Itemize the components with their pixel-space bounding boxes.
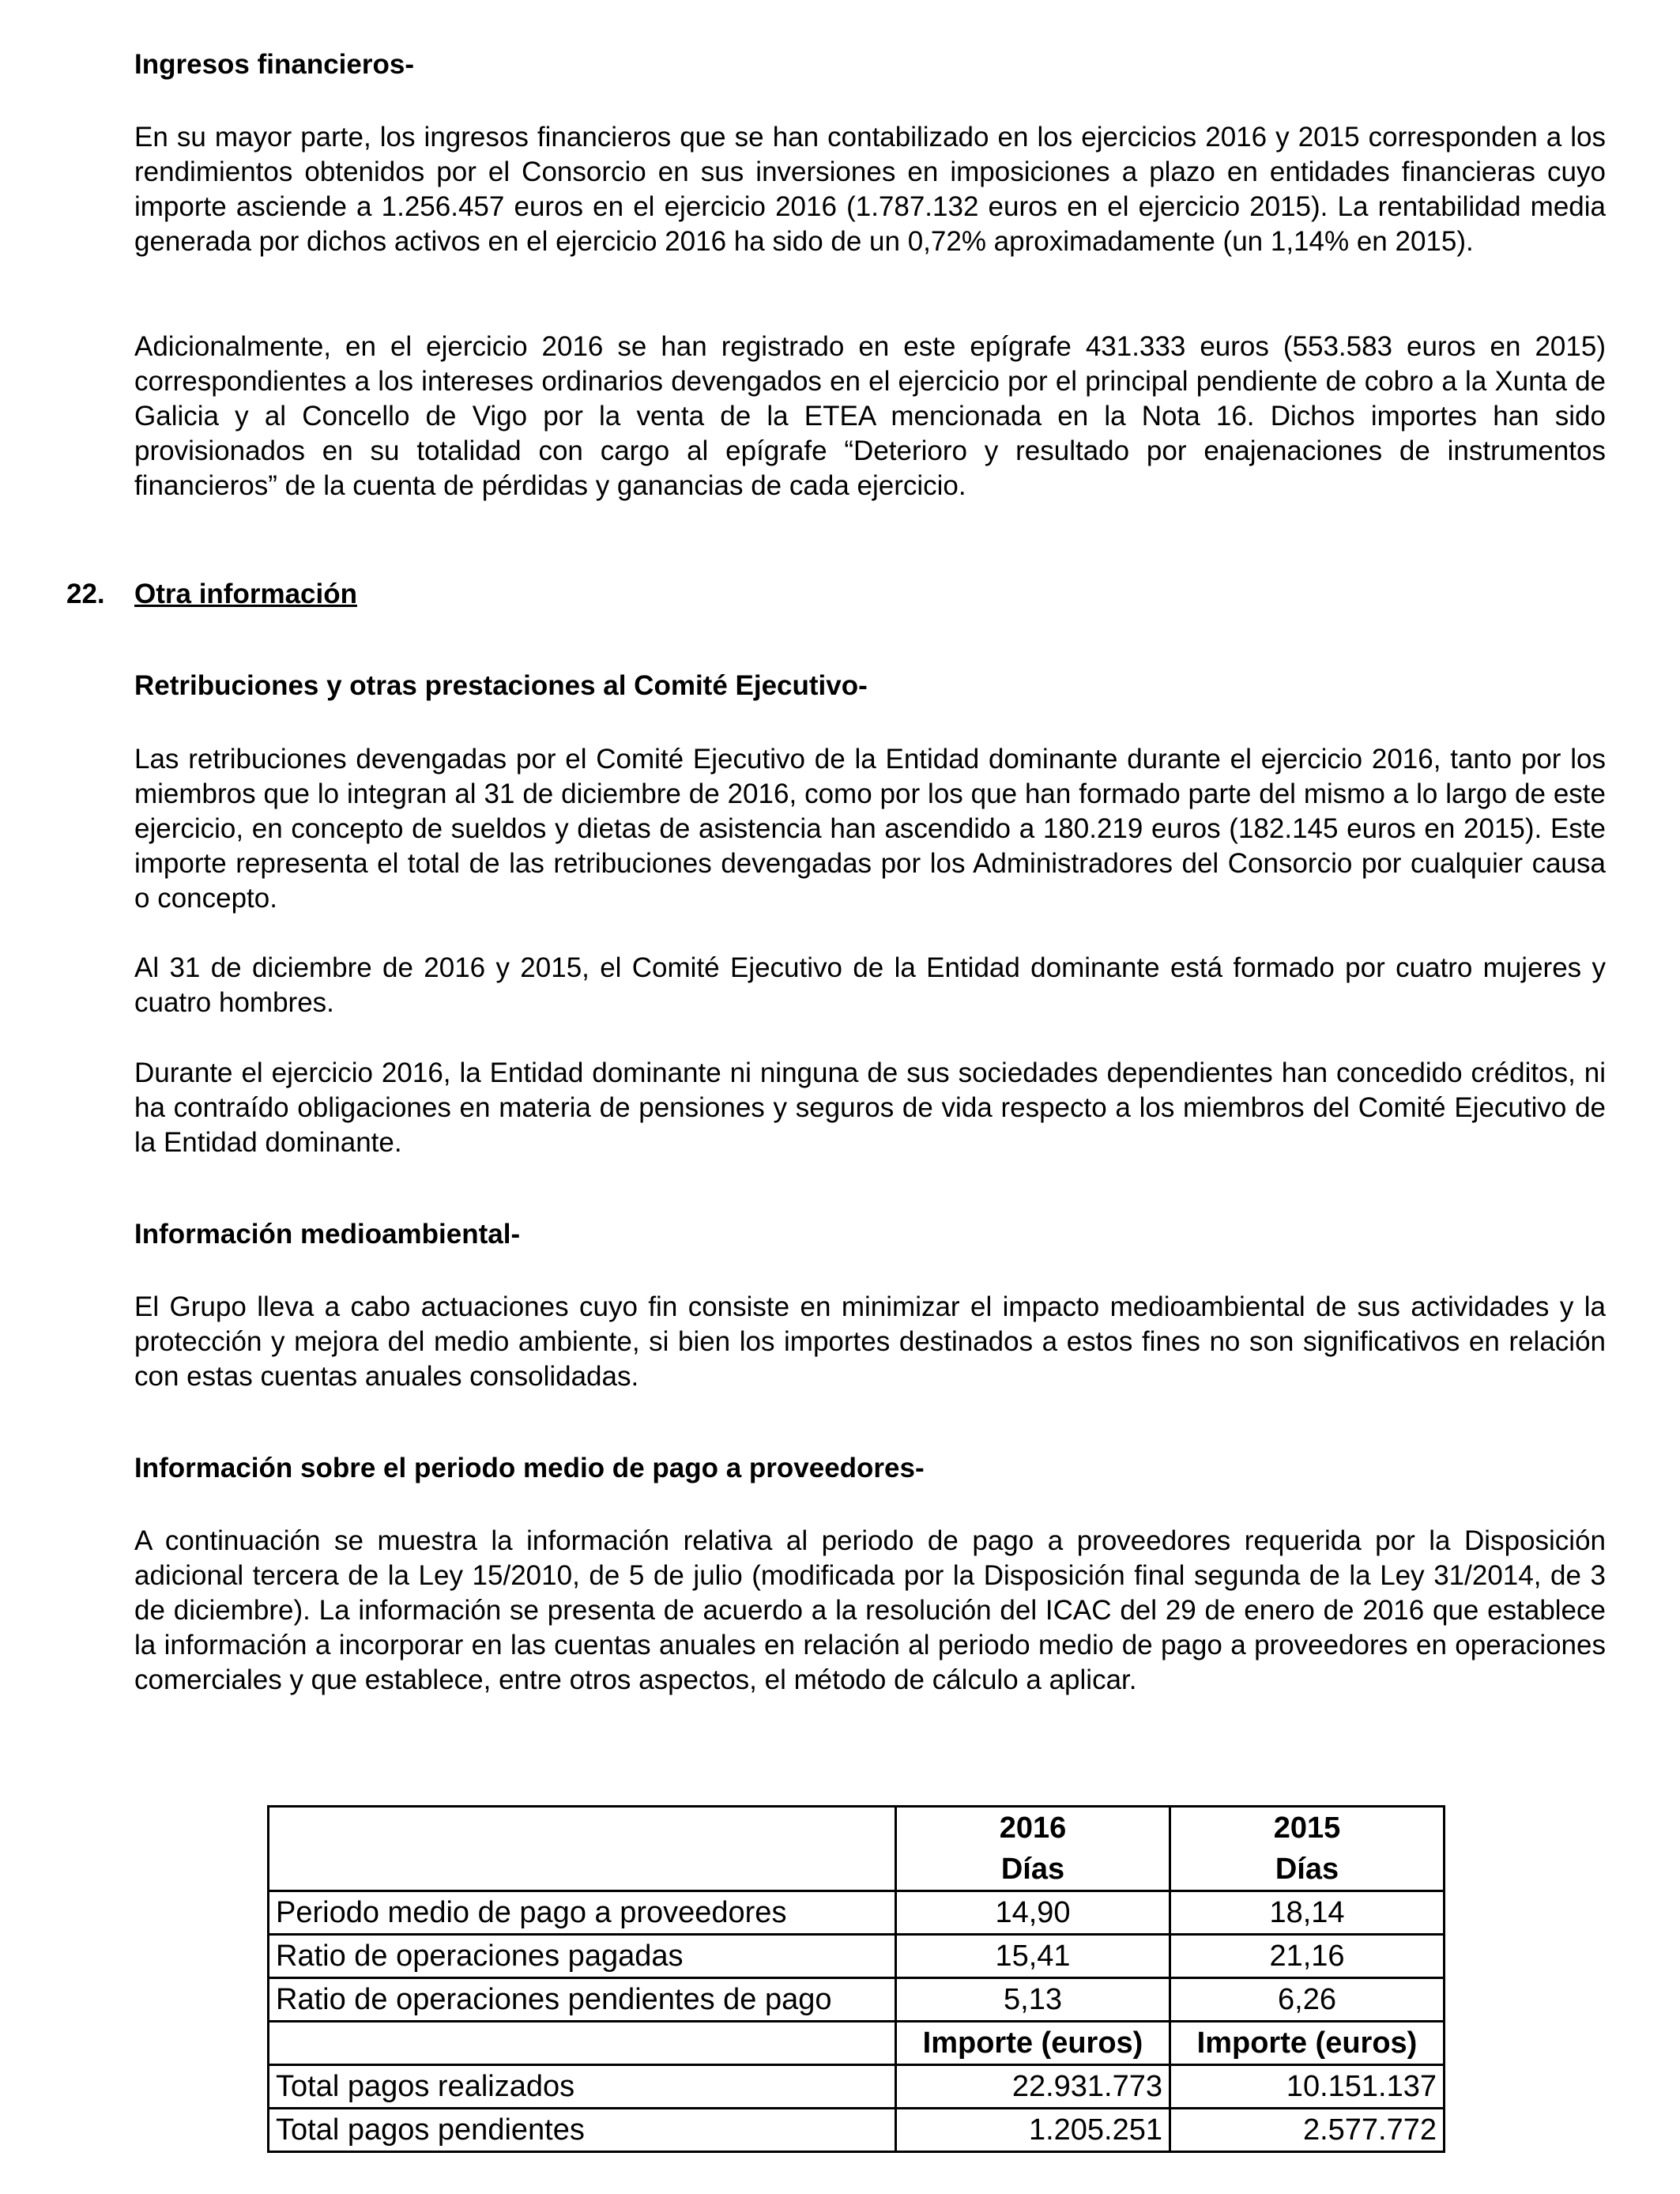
- cell-2015: 21,16: [1170, 1935, 1445, 1978]
- payment-period-table: [267, 1805, 1445, 2153]
- cell-2016: 15,41: [896, 1935, 1170, 1978]
- table-row: [269, 2109, 1445, 2152]
- paragraph-ingresos-2: Adicionalmente, en el ejercicio 2016 se han registrado en este epígrafe 431.333 euros (553.583 euros en 2015) correspondientes a los intereses ordinarios devengados en el ejercicio por el principal pendiente de cobro a la Xunta de Galicia y al Concello de Vigo por la venta de la ETEA mencionada en la Nota 16. Dichos importes han sido provisionados en su totalidad con cargo al epígrafe “Deterioro y resultado por enajenaciones de instrumentos financieros” de la cuenta de pérdidas y ganancias de cada ejercicio.: [134, 331, 1606, 501]
- heading-retribuciones: Retribuciones y otras prestaciones al Comité Ejecutivo-: [134, 670, 868, 701]
- row-label: Total pagos realizados: [269, 2065, 896, 2109]
- table-row: [269, 2065, 1445, 2109]
- row-label: Ratio de operaciones pagadas: [269, 1935, 896, 1978]
- cell-2015: 18,14: [1170, 1891, 1445, 1935]
- table-header-row-years: [269, 1807, 1445, 1849]
- table-header-unit-days-2015: Días: [1170, 1849, 1445, 1891]
- table-header-unit-amount-2015: Importe (euros): [1170, 2022, 1445, 2065]
- table-header-year-2016: 2016: [896, 1807, 1170, 1849]
- paragraph-medioambiental: El Grupo lleva a cabo actuaciones cuyo fin consiste en minimizar el impacto medioambiental de sus actividades y la protección y mejora del medio ambiente, si bien los importes destinados a estos fines no son significativos en relación con estas cuentas anuales consolidadas.: [134, 1291, 1606, 1392]
- section-number: 22.: [66, 579, 105, 609]
- table-header-empty: [269, 2022, 896, 2065]
- table-header-unit-amount-2016: Importe (euros): [896, 2022, 1170, 2065]
- cell-2015: 6,26: [1170, 1978, 1445, 2022]
- paragraph-retribuciones-2: Al 31 de diciembre de 2016 y 2015, el Comité Ejecutivo de la Entidad dominante está formado por cuatro mujeres y cuatro hombres.: [134, 952, 1606, 1018]
- table-header-row-units: [269, 1849, 1445, 1891]
- cell-2016: 22.931.773: [896, 2065, 1170, 2109]
- row-label: Total pagos pendientes: [269, 2109, 896, 2152]
- table-row: [269, 1978, 1445, 2022]
- table-row: [269, 1935, 1445, 1978]
- row-label: Ratio de operaciones pendientes de pago: [269, 1978, 896, 2022]
- table-header-empty: [269, 1849, 896, 1891]
- cell-2016: 14,90: [896, 1891, 1170, 1935]
- paragraph-retribuciones-3: Durante el ejercicio 2016, la Entidad dominante ni ninguna de sus sociedades dependientes han concedido créditos, ni ha contraído obligaciones en materia de pensiones y seguros de vida respecto a los miembros del Comité Ejecutivo de la Entidad dominante.: [134, 1057, 1606, 1158]
- cell-2016: 1.205.251: [896, 2109, 1170, 2152]
- table-header-row-amount: [269, 2022, 1445, 2065]
- row-label: Periodo medio de pago a proveedores: [269, 1891, 896, 1935]
- paragraph-pago-proveedores: A continuación se muestra la información relativa al periodo de pago a proveedores requerida por la Disposición adicional tercera de la Ley 15/2010, de 5 de julio (modificada por la Disposición final segunda de la Ley 31/2014, de 3 de diciembre). La información se presenta de acuerdo a la resolución del ICAC del 29 de enero de 2016 que establece la información a incorporar en las cuentas anuales en relación al periodo medio de pago a proveedores en operaciones comerciales y que establece, entre otros aspectos, el método de cálculo a aplicar.: [134, 1525, 1606, 1695]
- heading-medioambiental: Información medioambiental-: [134, 1219, 521, 1250]
- cell-2016: 5,13: [896, 1978, 1170, 2022]
- table-row: [269, 1891, 1445, 1935]
- heading-ingresos-financieros: Ingresos financieros-: [134, 49, 414, 80]
- heading-pago-proveedores: Información sobre el periodo medio de pago a proveedores-: [134, 1453, 925, 1483]
- paragraph-retribuciones-1: Las retribuciones devengadas por el Comité Ejecutivo de la Entidad dominante durante el ejercicio 2016, tanto por los miembros que lo integran al 31 de diciembre de 2016, como por los que han formado parte del mismo a lo largo de este ejercicio, en concepto de sueldos y dietas de asistencia han ascendido a 180.219 euros (182.145 euros en 2015). Este importe representa el total de las retribuciones devengadas por los Administradores del Consorcio por cualquier causa o concepto.: [134, 744, 1606, 914]
- table-header-empty: [269, 1807, 896, 1849]
- cell-2015: 10.151.137: [1170, 2065, 1445, 2109]
- section-title: Otra información: [134, 579, 357, 609]
- table-header-unit-days-2016: Días: [896, 1849, 1170, 1891]
- paragraph-ingresos-1: En su mayor parte, los ingresos financieros que se han contabilizado en los ejercicios 2016 y 2015 corresponden a los rendimientos obtenidos por el Consorcio en sus inversiones en imposiciones a plazo en entidades financieras cuyo importe asciende a 1.256.457 euros en el ejercicio 2016 (1.787.132 euros en el ejercicio 2015). La rentabilidad media generada por dichos activos en el ejercicio 2016 ha sido de un 0,72% aproximadamente (un 1,14% en 2015).: [134, 122, 1606, 257]
- section-heading: [66, 577, 357, 612]
- cell-2015: 2.577.772: [1170, 2109, 1445, 2152]
- table-header-year-2015: 2015: [1170, 1807, 1445, 1849]
